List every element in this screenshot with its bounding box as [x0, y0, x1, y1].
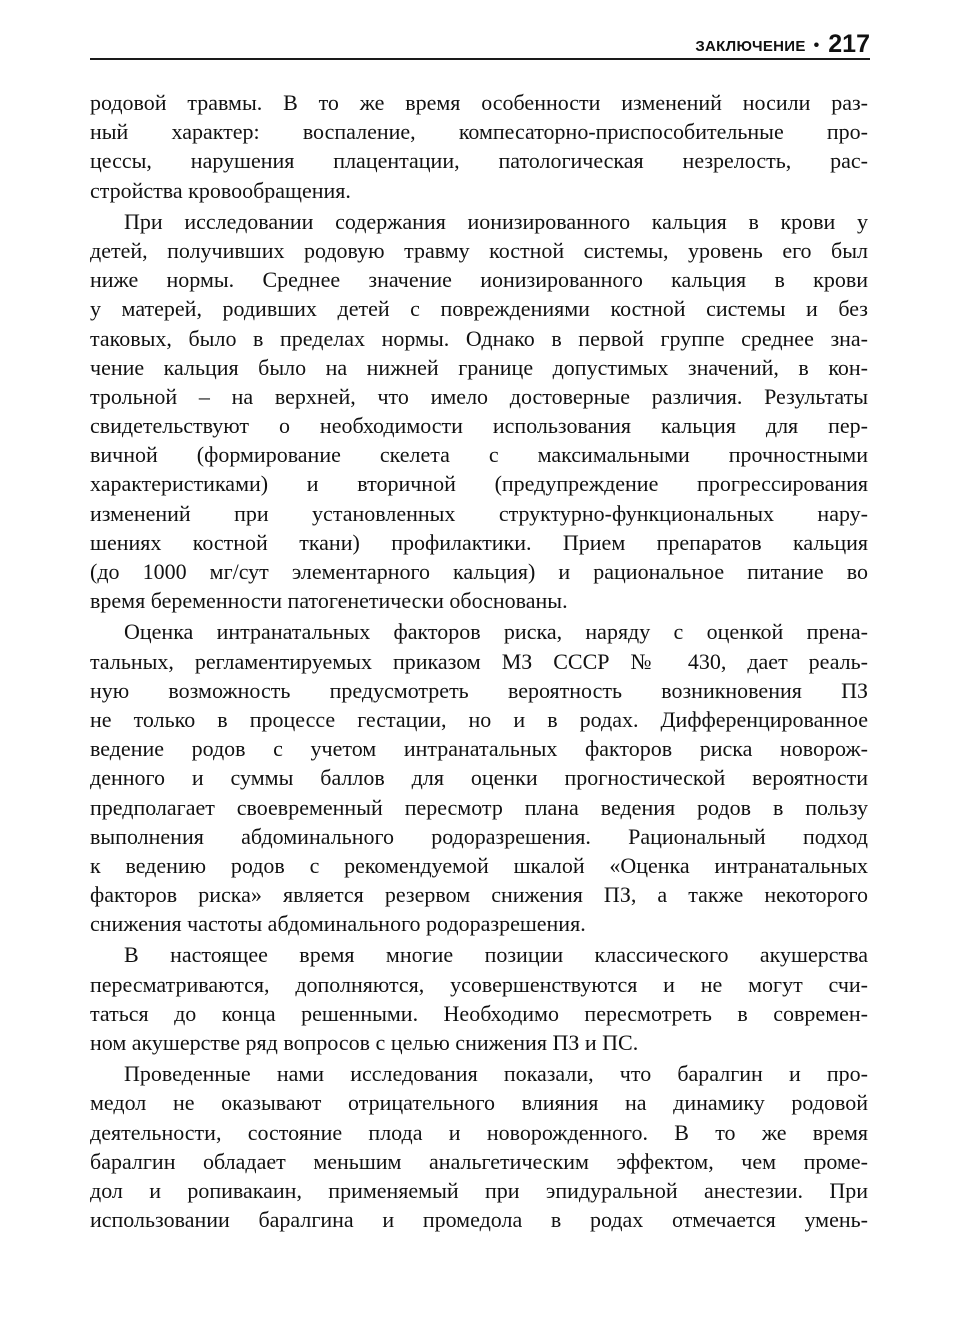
- text-line: ведение родов с учетом интранатальных факторов риска новорож-: [90, 736, 868, 762]
- text-line: пересматриваются, дополняются, усовершенствуются и не могут счи-: [90, 971, 868, 997]
- text-line: характеристиками) и вторичной (предупреждение прогрессирования: [90, 471, 868, 497]
- text-line: время беременности патогенетически обоснованы.: [90, 588, 568, 614]
- text-line: Оценка интранатальных факторов риска, наряду с оценкой прена-: [124, 619, 868, 645]
- text-line: детей, получивших родовую травму костной системы, уровень его был: [90, 237, 868, 263]
- text-line: таковых, было в пределах нормы. Однако в первой группе среднее зна-: [90, 325, 868, 351]
- text-line: родовой травмы. В то же время особенности изменений носили раз-: [90, 90, 868, 115]
- text-line: вичной (формирование скелета с максимальными прочностными: [90, 442, 868, 468]
- text-line: денного и суммы баллов для оценки прогностической вероятности: [90, 765, 868, 791]
- text-line: свидетельствуют о необходимости использования кальция для пер-: [90, 413, 868, 439]
- header-separator: •: [813, 37, 820, 54]
- section-title: ЗАКЛЮЧЕНИЕ: [695, 38, 806, 55]
- text-line: шениях костной ткани) профилактики. Прием препаратов кальция: [90, 529, 868, 555]
- text-line: дол и ропивакаин, применяемый при эпидуральной анестезии. При: [90, 1177, 868, 1203]
- text-line: (до 1000 мг/сут элементарного кальция) и рациональное питание во: [90, 559, 868, 584]
- page-number: 217: [828, 30, 870, 58]
- text-line: ную возможность предусмотреть вероятность возникновения ПЗ: [90, 677, 868, 703]
- text-line: баралгин обладает меньшим анальгетическим эффектом, чем проме-: [90, 1148, 868, 1174]
- text-line: использовании баралгина и промедола в родах отмечается умень-: [90, 1207, 868, 1233]
- text-line: предполагает своевременный пересмотр плана ведения родов в пользу: [90, 794, 868, 820]
- text-line: ниже нормы. Среднее значение ионизированного кальция в крови: [90, 267, 868, 293]
- text-line: факторов риска» является резервом снижения ПЗ, а также некоторого: [90, 882, 868, 908]
- text-line: Проведенные нами исследования показали, что баралгин и про-: [124, 1061, 868, 1087]
- text-line: ном акушерстве ряд вопросов с целью снижения ПЗ и ПС.: [90, 1030, 639, 1055]
- text-line: стройства кровообращения.: [90, 177, 351, 203]
- text-line: у матерей, родивших детей с повреждениями костной системы и без: [90, 296, 868, 322]
- text-line: к ведению родов с рекомендуемой шкалой «Оценка интранатальных: [90, 852, 868, 878]
- text-line: снижения частоты абдоминального родоразрешения.: [90, 911, 586, 937]
- text-line: деятельности, состояние плода и новорожденного. В то же время: [90, 1119, 868, 1145]
- text-line: медол не оказывают отрицательного влияния на динамику родовой: [90, 1090, 868, 1116]
- body-text: [90, 88, 868, 1234]
- text-line: При исследовании содержания ионизированного кальция в крови у: [124, 208, 868, 234]
- text-line: не только в процессе гестации, но и в родах. Дифференцированное: [90, 706, 868, 732]
- text-line: трольной – на верхней, что имело достоверные различия. Результаты: [90, 383, 868, 409]
- text-line: тальных, регламентируемых приказом МЗ СССР № 430, дает реаль-: [90, 648, 868, 674]
- text-line: таться до конца решенными. Необходимо пересмотреть в современ-: [90, 1000, 868, 1026]
- text-line: чение кальция было на нижней границе допустимых значений, в кон-: [90, 354, 868, 380]
- text-line: цессы, нарушения плацентации, патологическая незрелость, рас-: [90, 148, 868, 174]
- text-line: В настоящее время многие позиции классического акушерства: [124, 942, 868, 968]
- running-header: [90, 30, 870, 60]
- text-line: ный характер: воспаление, компесаторно-приспособительные про-: [90, 119, 868, 145]
- text-line: выполнения абдоминального родоразрешения. Рациональный подход: [90, 823, 868, 849]
- text-line: изменений при установленных структурно-функциональных нару-: [90, 500, 868, 526]
